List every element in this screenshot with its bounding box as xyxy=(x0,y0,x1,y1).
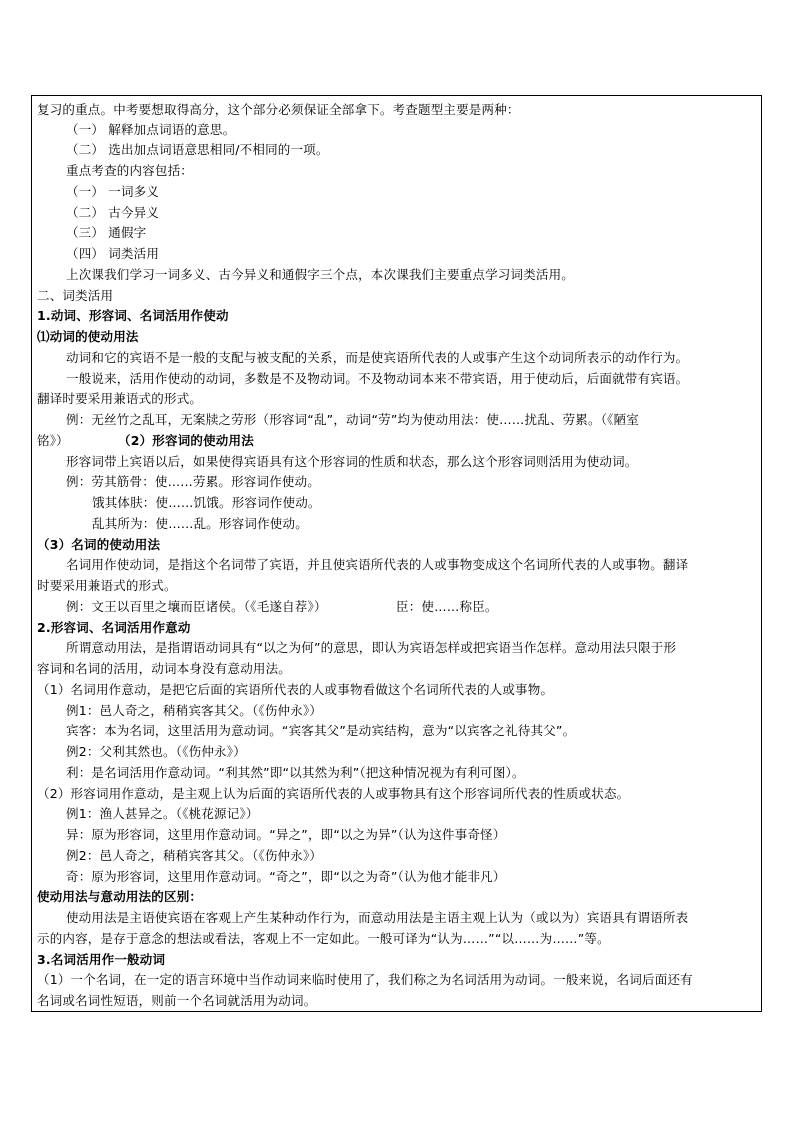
text-line: 例2：父利其然也。（《伤仲永》） xyxy=(66,744,246,759)
text-line: 铭》） xyxy=(37,433,69,448)
text-line: 复习的重点。中考要想取得高分，这个部分必须保证全部拿下。考查题型主要是两种： xyxy=(37,102,520,117)
text-line: 示的内容，是存于意念的想法或看法，客观上不一定如此。一般可译为“认为……”“以……为……”等。 xyxy=(37,931,610,946)
text-line: 例1：邑人奇之，稍稍宾客其父。（《伤仲永》） xyxy=(66,703,323,718)
text-line: 臣：使……称臣。 xyxy=(396,599,498,614)
text-line: 异：原为形容词，这里用作意动词。“异之”，即“以之为异”（认为这件事奇怪） xyxy=(66,827,506,842)
text-line: 容词和名词的活用，动词本身没有意动用法。 xyxy=(37,661,292,676)
text-line: 利：是名词活用作意动词。“利其然”即“以其然为利”（把这种情况视为有利可图）。 xyxy=(66,765,525,780)
text-line: 宾客：本为名词，这里活用为意动词。“宾客其父”是动宾结构，意为“以宾客之礼待其父”。 xyxy=(66,723,576,738)
text-line: （三） 通假字 xyxy=(66,225,147,240)
text-line: （1）一个名词，在一定的语言环境中当作动词来临时使用了，我们称之为名词活用为动词。一般来说，名词后面还有 xyxy=(37,972,693,987)
sub-heading: （3）名词的使动用法 xyxy=(37,537,161,552)
text-line: 奇：原为形容词，这里用作意动词。“奇之”，即“以之为奇”（认为他才能非凡） xyxy=(66,869,506,884)
text-line: 使动用法是主语使宾语在客观上产生某种动作行为，而意动用法是主语主观上认为（或以为）宾语具有谓语所表 xyxy=(66,910,689,925)
sub-heading: ⑴动词的使动用法 xyxy=(37,329,139,344)
section-heading: 使动用法与意动用法的区别： xyxy=(37,889,203,904)
section-heading: 1.动词、形容词、名词活用作使动 xyxy=(37,308,229,323)
section-heading: 3.名词活用作一般动词 xyxy=(37,952,166,967)
text-line: 名词用作使动词，是指这个名词带了宾语，并且使宾语所代表的人或事物变成这个名词所代表的人或事物。翻译 xyxy=(66,557,689,572)
text-line: （2）形容词用作意动，是主观上认为后面的宾语所代表的人或事物具有这个形容词所代表的性质或状态。 xyxy=(37,786,630,801)
text-line: 例：文王以百里之壤而臣诸侯。（《毛遂自荐》） xyxy=(66,599,327,614)
section-heading: 2.形容词、名词活用作意动 xyxy=(37,620,191,635)
text-line: （二） 古今异义 xyxy=(66,205,160,220)
text-line: 例：劳其筋骨：使……劳累。形容词作使动。 xyxy=(66,474,321,489)
text-line: 例1：渔人甚异之。（《桃花源记》） xyxy=(66,806,259,821)
text-line: （1）名词用作意动，是把它后面的宾语所代表的人或事物看做这个名词所代表的人或事物。 xyxy=(37,682,554,697)
text-line: 形容词带上宾语以后，如果使得宾语具有这个形容词的性质和状态，那么这个形容词则活用为使动词。 xyxy=(66,454,638,469)
text-line: 重点考查的内容包括： xyxy=(66,163,194,178)
text-line: 所谓意动用法，是指谓语动词具有“以之为何”的意思，即认为宾语怎样或把宾语当作怎样。意动用法只限于形 xyxy=(66,640,677,655)
text-line: （一） 一词多义 xyxy=(66,184,160,199)
text-line: 乱其所为：使……乱。形容词作使动。 xyxy=(92,516,308,531)
text-line: 上次课我们学习一词多义、古今异义和通假字三个点，本次课我们主要重点学习词类活用。 xyxy=(66,267,575,282)
text-line: 一般说来，活用作使动的动词，多数是不及物动词。不及物动词本来不带宾语，用于使动后，后面就带有宾语。 xyxy=(66,371,689,386)
text-line: （二） 选出加点词语意思相同/不相同的一项。 xyxy=(66,142,329,157)
text-line: 例2：邑人奇之，稍稍宾客其父。（《伤仲永》） xyxy=(66,848,323,863)
text-line: 例：无丝竹之乱耳，无案牍之劳形（形容词“乱”，动词“劳”均为使动用法：使……扰乱、劳累。（《陋室 xyxy=(66,412,640,427)
text-line: 动词和它的宾语不是一般的支配与被支配的关系，而是使宾语所代表的人或事产生这个动词所表示的动作行为。 xyxy=(66,350,689,365)
sub-heading: （2）形容词的使动用法 xyxy=(118,433,254,448)
text-line: （一） 解释加点词语的意思。 xyxy=(66,122,236,137)
text-line: （四） 词类活用 xyxy=(66,246,160,261)
text-line: 饿其体肤：使……饥饿。形容词作使动。 xyxy=(92,495,321,510)
text-line: 名词或名词性短语，则前一个名词就活用为动词。 xyxy=(37,993,317,1008)
text-line: 翻译时要采用兼语式的形式。 xyxy=(37,391,203,406)
text-line: 时要采用兼语式的形式。 xyxy=(37,578,177,593)
section-heading: 二、词类活用 xyxy=(37,288,114,303)
